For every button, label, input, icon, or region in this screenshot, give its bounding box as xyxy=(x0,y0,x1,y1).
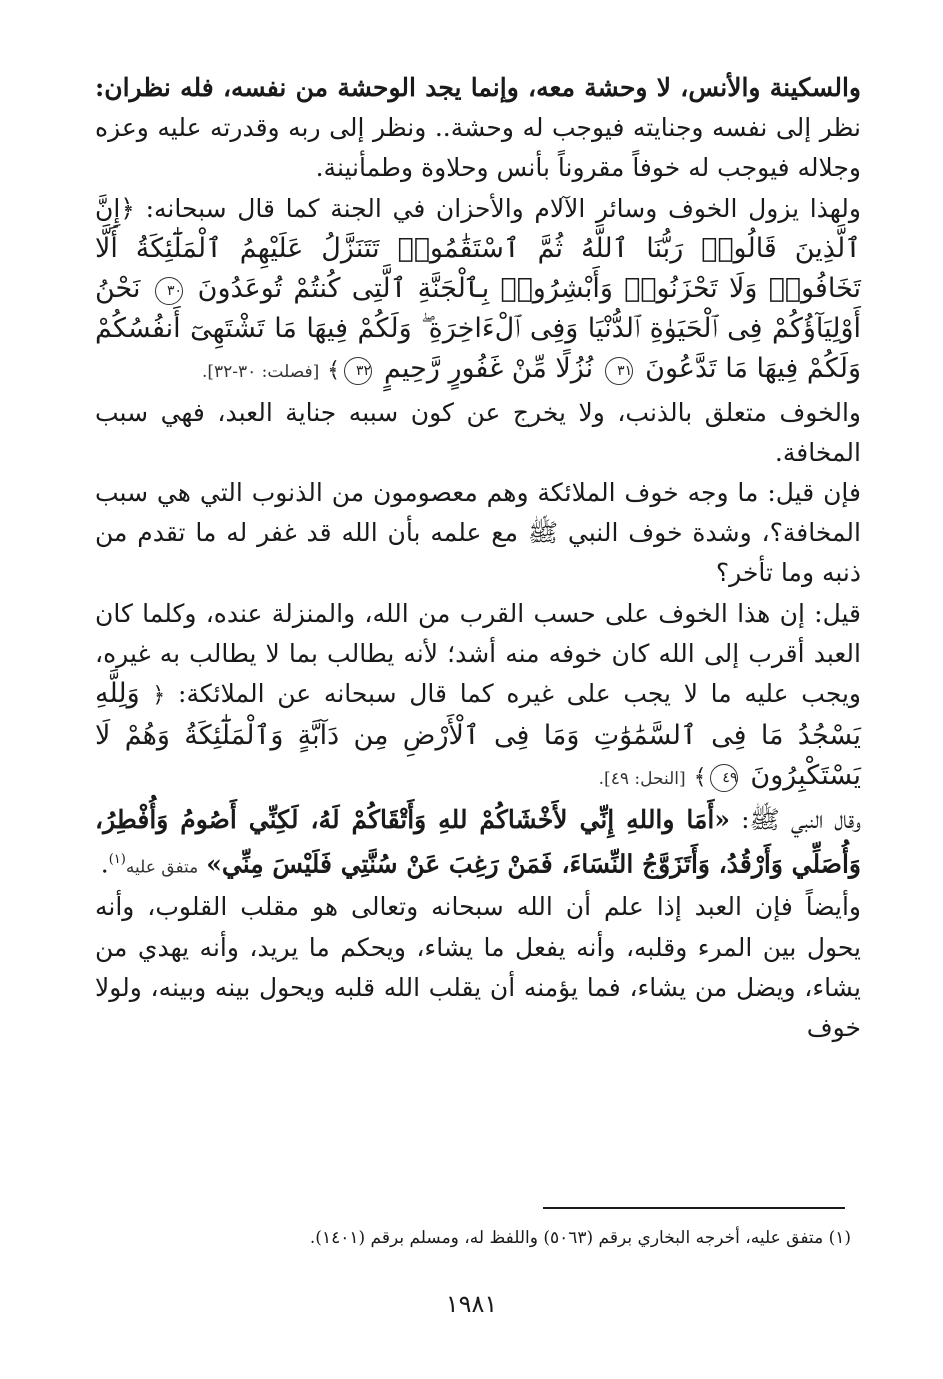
quran-close-ornament: ﴾ xyxy=(693,765,707,791)
paragraph: فإن قيل: ما وجه خوف الملائكة وهم معصومون من الذنوب التي هي سبب المخافة؟، وشدة خوف النبي ﷺ مع علمه بأن الله قد غفر له ما تقدم من ذنبه وما تأخر؟ xyxy=(95,478,861,588)
paragraph: نظر إلى نفسه وجنايته فيوجب له وحشة.. ونظر إلى ربه وقدرته عليه وعزه وجلاله فيوجب له خوفاً مقروناً بأنس وحلاوة وطمأنينة. xyxy=(95,113,861,183)
surah-reference: [فصلت: ٣٠-٣٢]. xyxy=(201,362,320,383)
paragraph: وأيضاً فإن العبد إذا علم أن الله سبحانه وتعالى هو مقلب القلوب، وأنه يحول بين المرء وقلبه، وأنه يفعل ما يشاء، ويحكم ما يريد، وأنه يهدي من يشاء، ويضل من يشاء، فما يؤمنه أن يقلب الله قلبه ويحول بينه وبينه، ولولا خوف xyxy=(95,892,861,1042)
page-number: ١٩٨١ xyxy=(445,1290,498,1318)
body-text: والسكينة والأنس، لا وحشة معه، وإنما يجد الوحشة من نفسه، فله نظران: نظر إلى نفسه وجنايته فيوجب له وحشة.. ونظر إلى ربه وقدرته عليه وعزه وجلاله فيوجب له خوفاً مقروناً بأنس وحلاوة وطمأنينة. ولهذا يزول الخوف وسائر الآلام والأحزان في الجنة كما قال سبحانه: ﴿إِنَّ ٱلَّذِينَ قَالُوا۟ رَبُّنَا ٱللَّهُ ثُمَّ ٱسْتَقَٰمُوا۟ تَتَنَزَّلُ عَلَيْهِمُ ٱلْمَلَٰٓئِكَةُ أَلَّا تَخَافُوا۟ وَلَا تَحْزَنُوا۟ وَأَبْشِرُوا۟ بِٱلْجَنَّةِ ٱلَّتِى كُنتُمْ تُوعَدُونَ ٣٠ نَحْنُ أَوْلِيَآؤُكُمْ فِى ٱلْحَيَوٰةِ ٱلدُّنْيَا وَفِى ٱلْءَاخِرَةِ ۖ وَلَكُمْ فِيهَا مَا تَشْتَهِىٓ أَنفُسُكُمْ وَلَكُمْ فِيهَا مَا تَدَّعُونَ ٣١ نُزُلًا مِّنْ غَفُورٍ رَّحِيمٍ ٣٢﴾ [فصلت: ٣٠-٣٢]. والخوف متعلق بالذنب، ولا يخرج عن كون سببه جناية العبد، فهي سبب المخافة. فإن قيل: ما وجه خوف الملائكة وهم معصومون من الذنوب التي هي سبب المخافة؟، وشدة خوف النبي ﷺ مع علمه بأن الله قد غفر له ما تقدم من ذنبه وما تأخر؟ قيل: إن هذا الخوف على حسب القرب من الله، والمنزلة عنده، وكلما كان العبد أقرب إلى الله كان خوفه منه أشد؛ لأنه يطالب بما لا يطالب به غيره، ويجب عليه ما لا يجب على غيره كما قال سبحانه عن الملائكة: ﴿ وَلِلَّهِ يَسْجُدُ مَا فِى ٱلسَّمَٰوَٰتِ وَمَا فِى ٱلْأَرْضِ مِن دَآبَّةٍ وَٱلْمَلَٰٓئِكَةُ وَهُمْ لَا يَسْتَكْبِرُونَ ٤٩﴾ [النحل: ٤٩]. وقال النبي ﷺ: «أَمَا واللهِ إِنِّي لأَخْشَاكُمْ للهِ وَأَتْقَاكُمْ لَهُ، لَكِنِّي أَصُومُ وَأُفْطِرُ، وَأُصَلِّي وَأَرْقُدُ، وَأَتَزَوَّجُ النِّسَاءَ، فَمَنْ رَغِبَ عَنْ سُنَّتِي فَلَيْسَ مِنِّي» متفق عليه$^{(١)}$. وأيضاً فإن العبد إذا علم أن الله سبحانه وتعالى هو مقلب القلوب، وأنه يحول بين المرء وقلبه، وأنه يفعل ما يشاء، ويحكم ما يريد، وأنه يهدي من يشاء، ويضل من يشاء، فما يؤمنه أن يقلب الله قلبه ويحول بينه وبينه، ولولا خوف xyxy=(95,73,862,1042)
footnote-marker: (١) xyxy=(108,851,126,867)
quran-verse: نَحْنُ أَوْلِيَآؤُكُمْ فِى ٱلْحَيَوٰةِ ٱلدُّنْيَا وَفِى ٱلْءَاخِرَةِ ۖ وَلَكُمْ فِيهَا مَا تَشْتَهِىٓ أَنفُسُكُمْ وَلَكُمْ فِيهَا مَا تَدَّعُونَ xyxy=(95,273,861,385)
ayah-number: ٣٠ xyxy=(155,277,183,305)
quran-verse: وَلِلَّهِ يَسْجُدُ مَا فِى ٱلسَّمَٰوَٰتِ وَمَا فِى ٱلْأَرْضِ مِن دَآبَّةٍ وَٱلْمَلَٰٓئِكَةُ وَهُمْ لَا يَسْتَكْبِرُونَ xyxy=(95,678,861,792)
paragraph: قيل: إن هذا الخوف على حسب القرب من الله، والمنزلة عنده، وكلما كان العبد أقرب إلى الله كان خوفه منه أشد؛ لأنه يطالب بما لا يطالب به غيره، ويجب عليه ما لا يجب على غيره كما قال سبحانه عن الملائكة: xyxy=(95,598,861,709)
quran-close-ornament: ﴾ xyxy=(327,358,341,384)
paragraph: والخوف متعلق بالذنب، ولا يخرج عن كون سببه جناية العبد، فهي سبب المخافة. xyxy=(95,397,861,467)
hadith-grade: متفق عليه xyxy=(125,857,199,878)
ayah-number: ٣١ xyxy=(605,357,633,385)
footnote: (١) متفق عليه، أخرجه البخاري برقم (٥٠٦٣) واللفظ له، ومسلم برقم (١٤٠١). xyxy=(309,1228,851,1248)
paragraph: ولهذا يزول الخوف وسائر الآلام والأحزان في الجنة كما قال سبحانه: ﴿إِنَّ xyxy=(95,193,861,223)
paragraph: وقال النبي ﷺ: xyxy=(741,804,861,834)
footnote-divider xyxy=(543,1207,845,1209)
surah-reference: [النحل: ٤٩]. xyxy=(598,769,686,790)
hadith-text: «أَمَا واللهِ إِنِّي لأَخْشَاكُمْ للهِ وَأَتْقَاكُمْ لَهُ، لَكِنِّي أَصُومُ وَأُفْطِرُ، وَأُصَلِّي وَأَرْقُدُ، وَأَتَزَوَّجُ النِّسَاءَ، فَمَنْ رَغِبَ عَنْ سُنَّتِي فَلَيْسَ مِنِّي» xyxy=(95,804,861,879)
ayah-number: ٤٩ xyxy=(710,764,738,792)
quran-verse: نُزُلًا مِّنْ غَفُورٍ رَّحِيمٍ xyxy=(384,353,594,385)
quran-open-ornament: ﴿ xyxy=(152,683,166,709)
quran-verse: ٱلَّذِينَ قَالُوا۟ رَبُّنَا ٱللَّهُ ثُمَّ ٱسْتَقَٰمُوا۟ تَتَنَزَّلُ عَلَيْهِمُ ٱلْمَلَٰٓئِكَةُ أَلَّا تَخَافُوا۟ وَلَا تَحْزَنُوا۟ وَأَبْشِرُوا۟ بِٱلْجَنَّةِ ٱلَّتِى كُنتُمْ تُوعَدُونَ xyxy=(95,232,862,305)
paragraph-heading: والسكينة والأنس، لا وحشة معه، وإنما يجد الوحشة من نفسه، فله نظران: xyxy=(95,73,861,102)
ayah-number: ٣٢ xyxy=(344,357,372,385)
